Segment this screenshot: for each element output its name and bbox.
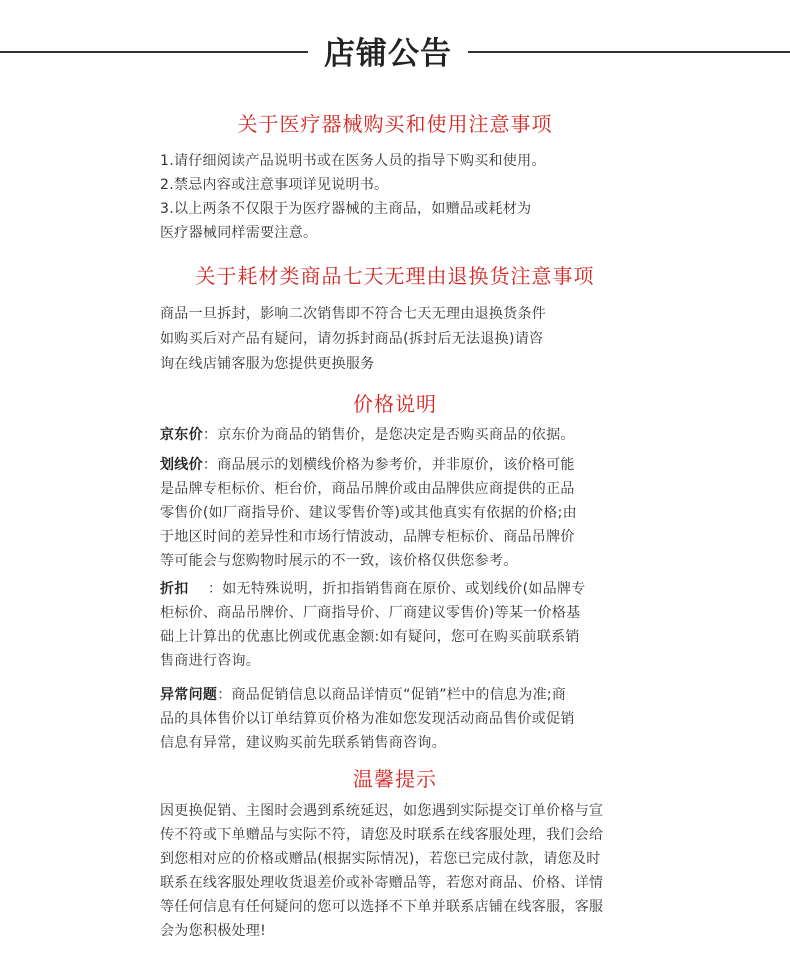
text-line: 因更换促销、主图时会遇到系统延迟，如您遇到实际提交订单价格与宣: [160, 803, 604, 819]
text-line: 商品一旦拆封，影响二次销售即不符合七天无理由退换货条件: [160, 306, 547, 322]
text-line: 到您相对应的价格或赠品(根据实际情况)，若您已完成付款，请您及时: [160, 851, 601, 867]
text-line: 等可能会与您购物时展示的不一致，该价格仅供您参考。: [160, 553, 518, 569]
price-entry-discount: [160, 578, 586, 598]
section-title-warm-tips: 温馨提示: [353, 767, 437, 791]
notice-header: [0, 22, 790, 82]
section-title-consumables-return: 关于耗材类商品七天无理由退换货注意事项: [195, 264, 595, 288]
text-line: 如购买后对产品有疑问，请勿拆封商品(拆封后无法退换)请咨: [160, 331, 544, 347]
price-entry-label: 划线价: [160, 457, 203, 473]
text-line: ：京东价为商品的销售价，是您决定是否购买商品的依据。: [202, 427, 575, 443]
section-title-price-explanation: 价格说明: [353, 392, 437, 416]
text-line: 础上计算出的优惠比例或优惠金额:如有疑问，您可在购买前联系销: [160, 629, 580, 645]
section-title-medical-device: 关于医疗器械购买和使用注意事项: [237, 112, 553, 136]
price-entry-label: 折扣: [160, 581, 189, 597]
price-entry-label: 异常问题: [160, 687, 218, 703]
text-line: ：如无特殊说明，折扣指销售商在原价、或划线价(如品牌专: [208, 581, 586, 597]
text-line: 品的具体售价以订单结算页价格为准如您发现活动商品售价或促销: [160, 711, 575, 727]
text-line: 3.以上两条不仅限于为医疗器械的主商品，如赠品或耗材为: [160, 201, 532, 217]
text-line: 联系在线客服处理收货退差价或补寄赠品等，若您对商品、价格、详情: [160, 875, 604, 891]
header-divider-left: [0, 51, 308, 53]
text-line: 询在线店铺客服为您提供更换服务: [160, 356, 375, 372]
price-entry-exception: [160, 684, 566, 704]
text-line: 会为您积极处理!: [160, 923, 267, 939]
text-line: 柜标价、商品吊牌价、厂商指导价、厂商建议零售价)等某一价格基: [160, 605, 581, 621]
header-divider-right: [468, 51, 790, 53]
page-title: 店铺公告: [324, 36, 452, 72]
price-entry-strikethrough: [160, 454, 575, 474]
text-line: 信息有异常，建议购买前先联系销售商咨询。: [160, 735, 446, 751]
text-line: ：商品促销信息以商品详情页“促销”栏中的信息为准;商: [217, 687, 567, 703]
text-line: 于地区时间的差异性和市场行情波动，品牌专柜标价、商品吊牌价: [160, 529, 575, 545]
text-line: 1.请仔细阅读产品说明书或在医务人员的指导下购买和使用。: [160, 153, 546, 169]
text-line: 等任何信息有任何疑问的您可以选择不下单并联系店铺在线客服，客服: [160, 899, 604, 915]
text-line: 是品牌专柜标价、柜台价，商品吊牌价或由品牌供应商提供的正品: [160, 481, 575, 497]
text-line: 零售价(如厂商指导价、建议零售价等)或其他真实有依据的价格;由: [160, 505, 577, 521]
text-line: 传不符或下单赠品与实际不符，请您及时联系在线客服处理，我们会给: [160, 827, 604, 843]
text-line: 医疗器械同样需要注意。: [160, 225, 318, 241]
price-entry-jd: [160, 424, 575, 444]
price-entry-label: 京东价: [160, 427, 203, 443]
text-line: ：商品展示的划横线价格为参考价，并非原价，该价格可能: [202, 457, 575, 473]
text-line: 2.禁忌内容或注意事项详见说明书。: [160, 177, 389, 193]
text-line: 售商进行咨询。: [160, 653, 261, 669]
